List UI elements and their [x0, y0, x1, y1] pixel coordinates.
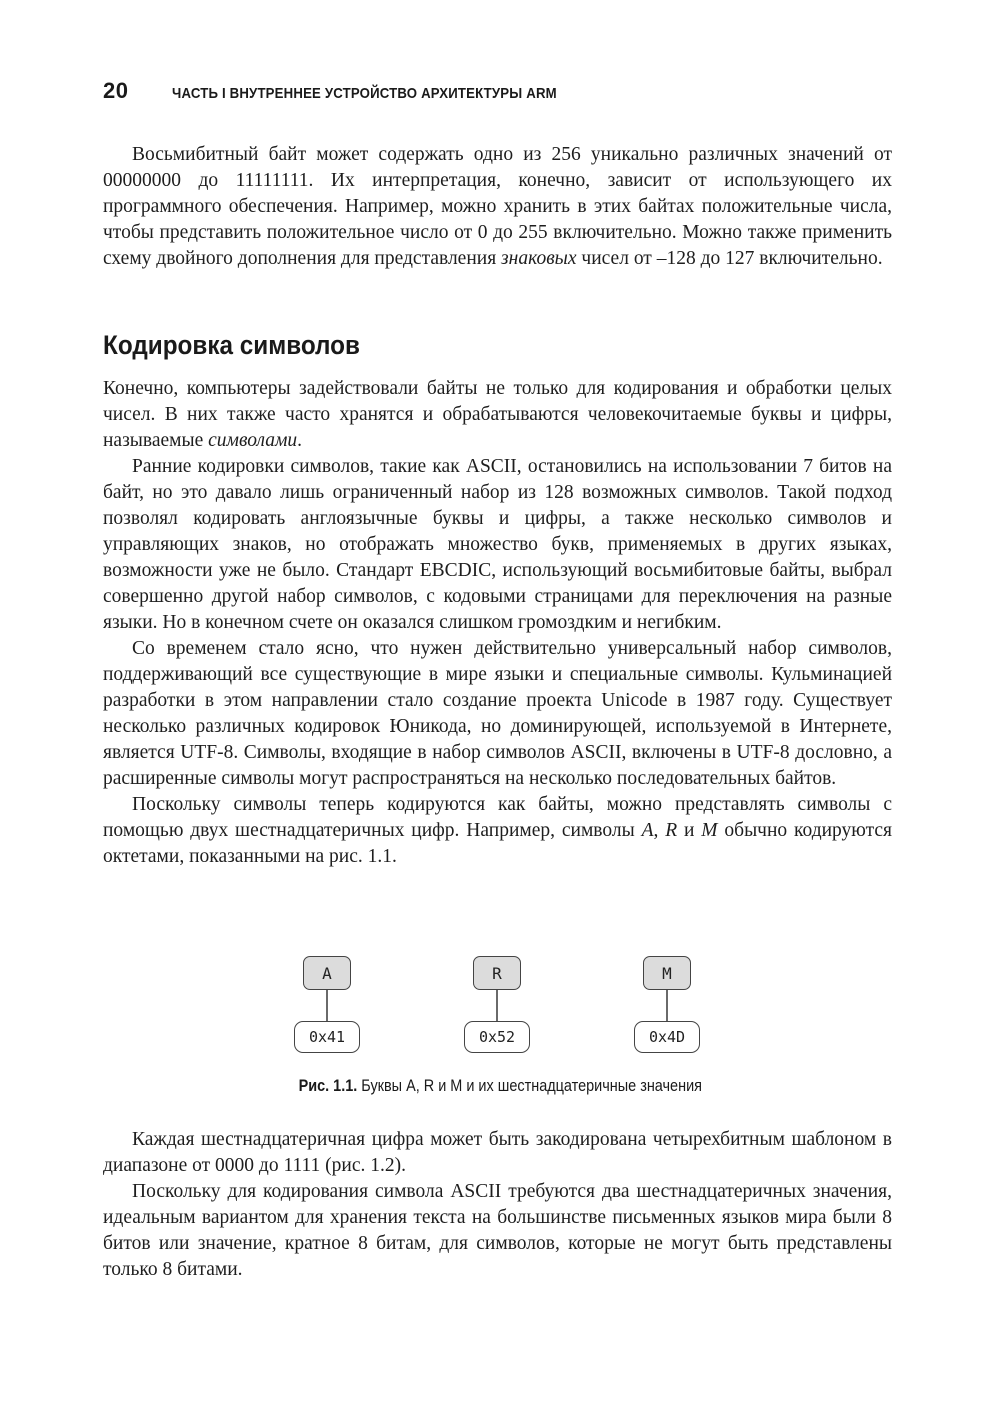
running-head: ЧАСТЬ I ВНУТРЕННЕЕ УСТРОЙСТВО АРХИТЕКТУРЫ ARM [172, 85, 558, 102]
section-paragraph-4: Поскольку символы теперь кодируются как байты, можно представлять символы с помощью двух шестнадцатеричных цифр. Например, символы A, R и M обычно кодируются октетами, показанными на рис. 1.1. [103, 794, 892, 867]
section-heading: Кодировка символов [103, 330, 360, 360]
intro-paragraph: Восьмибитный байт может содержать одно из 256 уникально различных значений от 00000000 до 11111111. Их интерпретация, конечно, зависит от использующего их программного обеспечения. Например, можно хранить в этих байтах положительные числа, чтобы представить положительное число от 0 до 255 включительно. Можно также применить схему двойного дополнения для представления знаковых чисел от –128 до 127 включительно. [103, 144, 892, 269]
after-paragraph-2: Поскольку для кодирования символа ASCII требуются два шестнадцатеричных значения, идеальным вариантом для хранения текста на большинстве письменных языков мира были 8 битов или значение, кратное 8 битам, для символов, которые не могут быть представлены только 8 битами. [103, 1181, 892, 1280]
section-text [103, 376, 892, 870]
section-paragraph-1: Конечно, компьютеры задействовали байты не только для кодирования и обработки целых чисел. В них также часто хранятся и обрабатываются человекочитаемые буквы и цифры, называемые символами. [103, 378, 892, 451]
letter-box-a: A [303, 956, 351, 990]
emphasis-signed: знаковых [501, 248, 577, 269]
after-paragraph-1: Каждая шестнадцатеричная цифра может быть закодирована четырехбитным шаблоном в диапазоне от 0000 до 1111 (рис. 1.2). [103, 1129, 892, 1176]
intro-text [103, 142, 892, 272]
hex-box-r: 0x52 [464, 1021, 530, 1053]
section-paragraph-2: Ранние кодировки символов, такие как ASCII, остановились на использовании 7 битов на байт, но это давало лишь ограниченный набор из 128 возможных символов. Такой подход позволял кодировать англоязычные буквы и цифры, а также несколько символов и управляющих знаков, но отображать множество букв, применяемых в других языках, возможности уже не было. Стандарт EBCDIC, использующий восьмибитовые байты, выбрал совершенно другой набор символов, с кодовыми страницами для переключения на разные языки. Но в конечном счете он оказался слишком громоздким и негибким. [103, 456, 892, 633]
figure-caption [0, 1076, 1000, 1096]
hex-box-m: 0x4D [634, 1021, 700, 1053]
after-figure-text [103, 1127, 892, 1283]
section-paragraph-3: Со временем стало ясно, что нужен действительно универсальный набор символов, поддерживающий все существующие в мире языки и специальные символы. Кульминацией разработки в этом направлении стало создание проекта Unicode в 1987 году. Существует несколько различных кодировок Юникода, но доминирующей, используемой в Интернете, является UTF-8. Символы, входящие в набор символов ASCII, включены в UTF-8 дословно, а расширенные символы могут распространяться на несколько последовательных байтов. [103, 638, 892, 789]
emphasis-symbols: символами [208, 430, 298, 451]
page-number: 20 [103, 78, 129, 103]
figure-1-1 [0, 955, 1000, 1105]
page-header [103, 78, 610, 108]
letter-box-r: R [473, 956, 521, 990]
hex-box-a: 0x41 [294, 1021, 360, 1053]
letter-box-m: M [643, 956, 691, 990]
caption-label: Рис. 1.1. [298, 1076, 358, 1095]
caption-text: Буквы A, R и M и их шестнадцатеричные значения [357, 1076, 702, 1095]
